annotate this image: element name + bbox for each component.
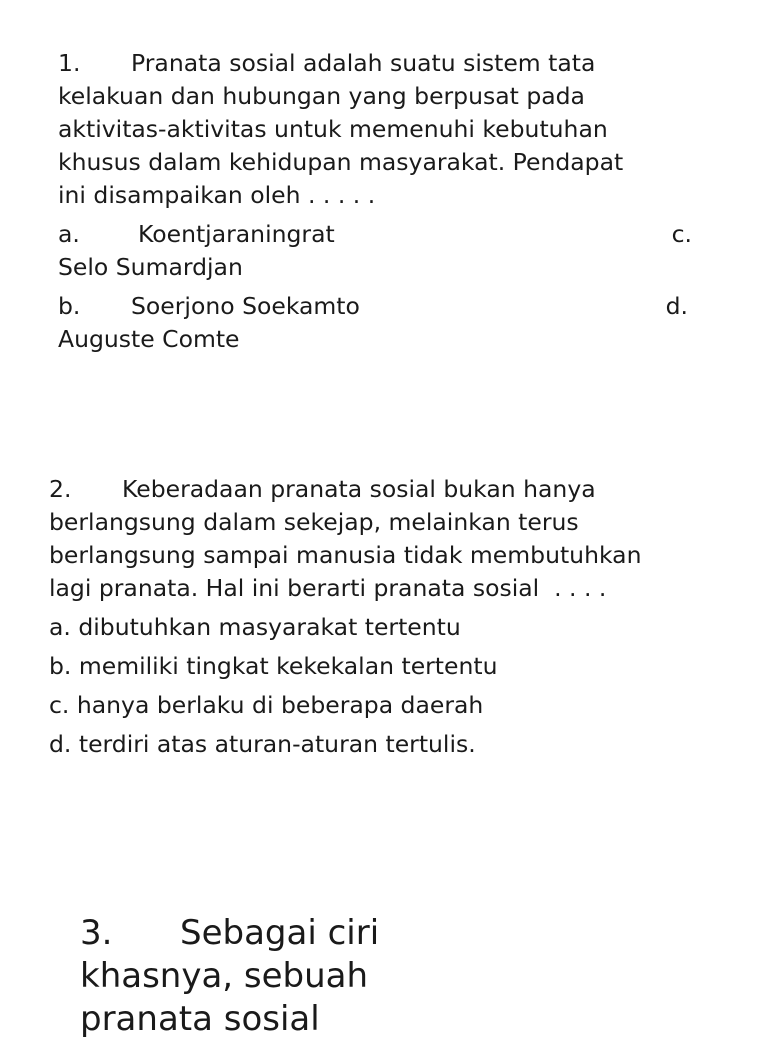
question-1-options-a-c (58, 218, 708, 284)
question-2 (49, 473, 729, 761)
question-3-line: khasnya, sebuah (80, 956, 369, 996)
question-1-line: ini disampaikan oleh . . . . . (58, 181, 376, 209)
question-1-line: khusus dalam kehidupan masyarakat. Pendapat (58, 148, 624, 176)
question-3-line: pranata sosial (80, 999, 320, 1039)
option-b-letter: b. (58, 292, 81, 320)
option-c-text: Selo Sumardjan (58, 253, 243, 281)
question-1-line: Pranata sosial adalah suatu sistem tata (131, 49, 596, 77)
question-2-option-b: b. memiliki tingkat kekekalan tertentu (49, 652, 498, 680)
question-2-stem (49, 473, 729, 605)
question-1-number: 1. (58, 49, 81, 77)
question-2-line: lagi pranata. Hal ini berarti pranata sosial . . . . (49, 574, 607, 602)
question-2-number: 2. (49, 475, 72, 503)
question-2-line: Keberadaan pranata sosial bukan hanya (122, 475, 596, 503)
question-1 (58, 47, 708, 356)
question-3-number: 3. (80, 913, 113, 953)
question-2-option-a: a. dibutuhkan masyarakat tertentu (49, 613, 461, 641)
question-1-options-b-d (58, 290, 708, 356)
question-2-line: berlangsung sampai manusia tidak membutuhkan (49, 541, 642, 569)
question-1-stem (58, 47, 708, 212)
option-d-letter: d. (665, 292, 688, 320)
question-3 (80, 912, 480, 1041)
question-2-option-d: d. terdiri atas aturan-aturan tertulis. (49, 730, 476, 758)
option-a-text: Koentjaraningrat (138, 220, 335, 248)
option-a-letter: a. (58, 220, 80, 248)
question-1-line: kelakuan dan hubungan yang berpusat pada (58, 82, 585, 110)
question-1-line: aktivitas-aktivitas untuk memenuhi kebutuhan (58, 115, 608, 143)
question-2-option-c: c. hanya berlaku di beberapa daerah (49, 691, 484, 719)
question-3-line: Sebagai ciri (180, 913, 380, 953)
question-2-line: berlangsung dalam sekejap, melainkan terus (49, 508, 579, 536)
option-c-letter: c. (671, 220, 692, 248)
option-b-text: Soerjono Soekamto (131, 292, 360, 320)
option-d-text: Auguste Comte (58, 325, 240, 353)
